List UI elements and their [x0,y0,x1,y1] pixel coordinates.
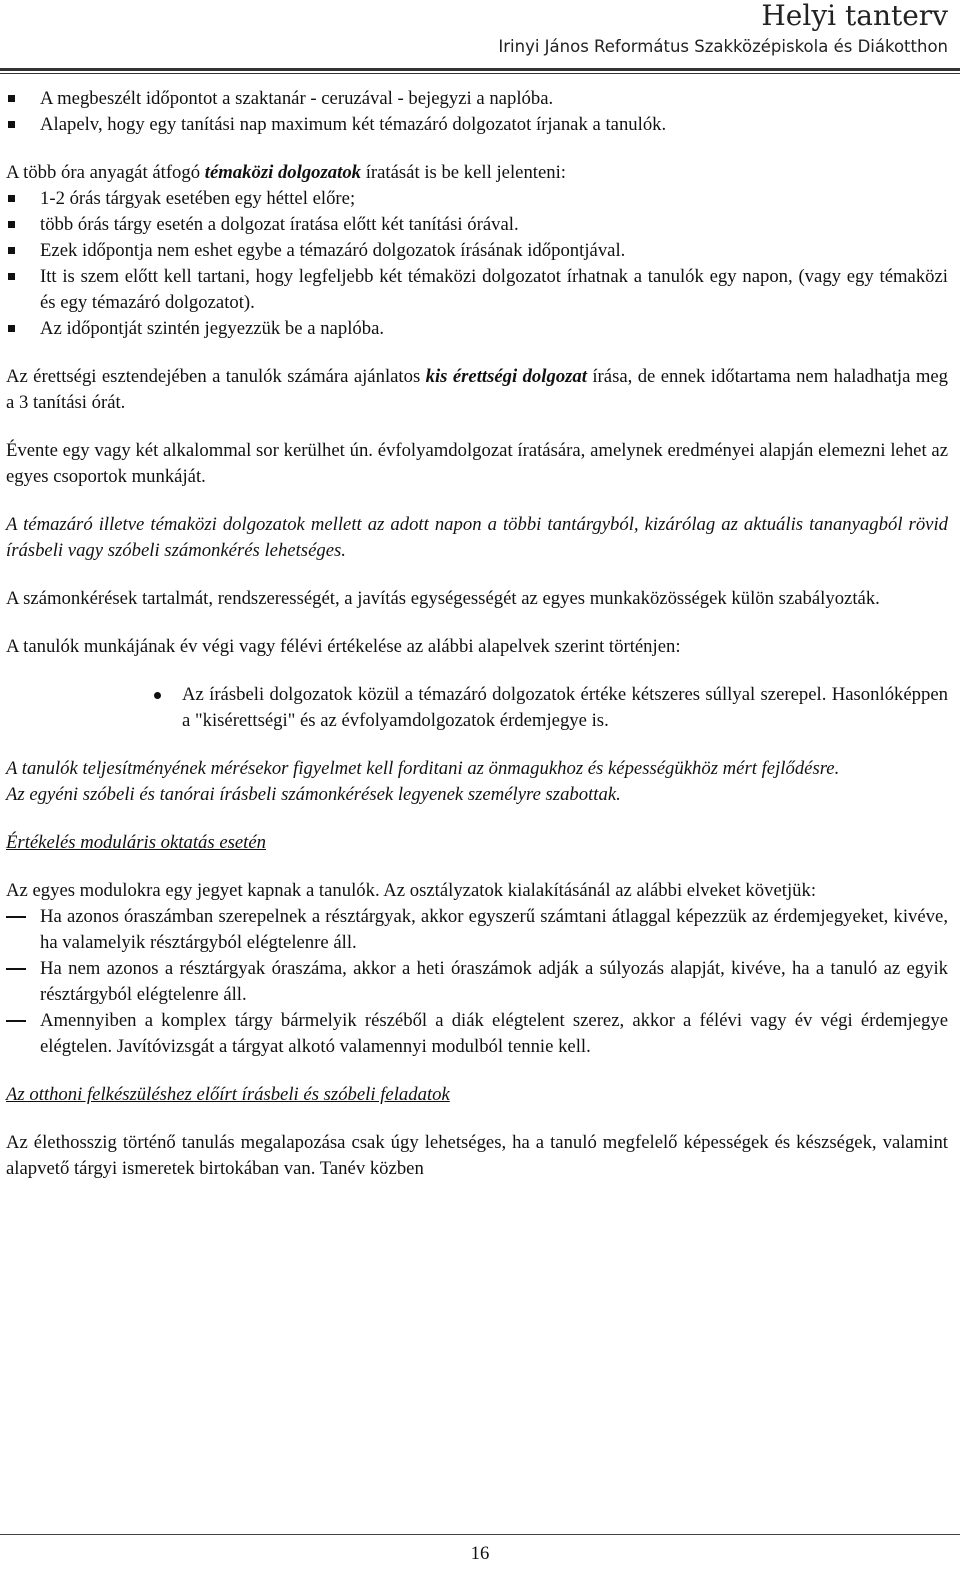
emphasis-kis-erettsegi: kis érettségi dolgozat [425,366,587,387]
footer-rule [0,1534,960,1535]
paragraph-evfolyamdolgozat: Évente egy vagy két alkalommal sor kerülhet ún. évfolyamdolgozat íratására, amelynek eredményei alapján elemezni lehet az egyes csoportok munkáját. [6,440,948,487]
paragraph-szamonkeres-italic: A témazáró illetve témaközi dolgozatok mellett az adott napon a többi tantárgyból, kizárólag az aktuális tananyagból rövid írásbeli vagy szóbeli számonkérés lehetséges. [6,514,948,561]
text-run: írása, de ennek időtartama nem haladhatja meg a 3 tanítási órát. [6,366,948,413]
text-run: íratását is be kell jelenteni: [361,162,567,183]
paragraph-kis-erettsegi [6,364,948,416]
paragraph-temakozi [6,160,948,186]
document-body [6,86,948,1182]
page-number: 16 [470,1543,490,1564]
section-heading-otthoni: Az otthoni felkészüléshez előírt írásbeli és szóbeli feladatok [6,1084,450,1105]
header-subtitle: Irinyi János Református Szakközépiskola és Diákotthon [498,37,948,56]
list-item: Ezek időpontja nem eshet egybe a témazáró dolgozatok írásának időpontjával. [6,238,948,264]
page-header [348,0,948,58]
list-item: Itt is szem előtt kell tartani, hogy legfeljebb két témaközi dolgozatot írhatnak a tanulók egy napon, (vagy egy témaközi és egy témazáró dolgozatot). [6,264,948,316]
paragraph-ertekeles-alapelvek: A tanulók munkájának év végi vagy félévi értékelése az alábbi alapelvek szerint történjen: [6,636,681,657]
header-rule-thick [0,68,960,71]
header-title: Helyi tanterv [761,0,948,32]
list-item: Ha azonos óraszámban szerepelnek a résztárgyak, akkor egyszerű számtani átlaggal képezzük az érdemjegyeket, kivéve, ha valamelyik résztárgyból elégtelenre áll. [6,904,948,956]
list-item: Az időpontját szintén jegyezzük be a naplóba. [6,316,948,342]
list-item: Ha nem azonos a résztárgyak óraszáma, akkor a heti óraszámok adják a súlyozás alapját, kivéve, ha a tanuló az egyik résztárgyból elégtelenre áll. [6,956,948,1008]
list-item: több órás tárgy esetén a dolgozat íratása előtt két tanítási órával. [6,212,948,238]
bullet-list-mid [6,186,948,342]
text-run: Az érettségi esztendejében a tanulók számára ajánlatos [6,366,426,387]
list-item: Alapelv, hogy egy tanítási nap maximum két témazáró dolgozatot írjanak a tanulók. [6,112,948,138]
list-item: Az írásbeli dolgozatok közül a témazáró dolgozatok értéke kétszeres súllyal szerepel. Hasonlóképpen a "kisérettségi" és az évfolyamdolgozatok érdemjegye is. [6,682,948,734]
list-item: 1-2 órás tárgyak esetében egy héttel előre; [6,186,948,212]
paragraph-elethosszig: Az élethosszig történő tanulás megalapozása csak úgy lehetséges, ha a tanuló megfelelő képességek és készségek, valamint alapvető tárgyi ismeretek birtokában van. Tanév közben [6,1132,948,1179]
header-rule-thin [0,73,960,74]
list-item: Amennyiben a komplex tárgy bármelyik részéből a diák elégtelent szerez, akkor a félévi vagy év végi érdemjegye elégtelen. Javítóvizsgát a tárgyat alkotó valamennyi modulból tennie kell. [6,1008,948,1060]
list-item: A megbeszélt időpontot a szaktanár - ceruzával - bejegyzi a naplóba. [6,86,948,112]
section-heading-modularis: Értékelés moduláris oktatás esetén [6,832,267,853]
dash-list [6,904,948,1060]
bullet-list-top [6,86,948,138]
emphasis-temakozi-dolgozatok: témaközi dolgozatok [204,162,362,183]
paragraph-egyeni-italic: Az egyéni szóbeli és tanórai írásbeli számonkérések legyenek személyre szabottak. [6,784,621,805]
paragraph-munkakozossegek: A számonkérések tartalmát, rendszerességét, a javítás egységességét az egyes munkaközösségek külön szabályozták. [6,588,880,609]
text-run: A több óra anyagát átfogó [6,162,205,183]
paragraph-modulok: Az egyes modulokra egy jegyet kapnak a tanulók. Az osztályzatok kialakításánál az alábbi elveket követjük: [6,880,817,901]
dot-list [6,682,948,734]
paragraph-teljesitmeny-italic: A tanulók teljesítményének mérésekor figyelmet kell forditani az önmagukhoz és képességükhöz mért fejlődésre. [6,758,840,779]
